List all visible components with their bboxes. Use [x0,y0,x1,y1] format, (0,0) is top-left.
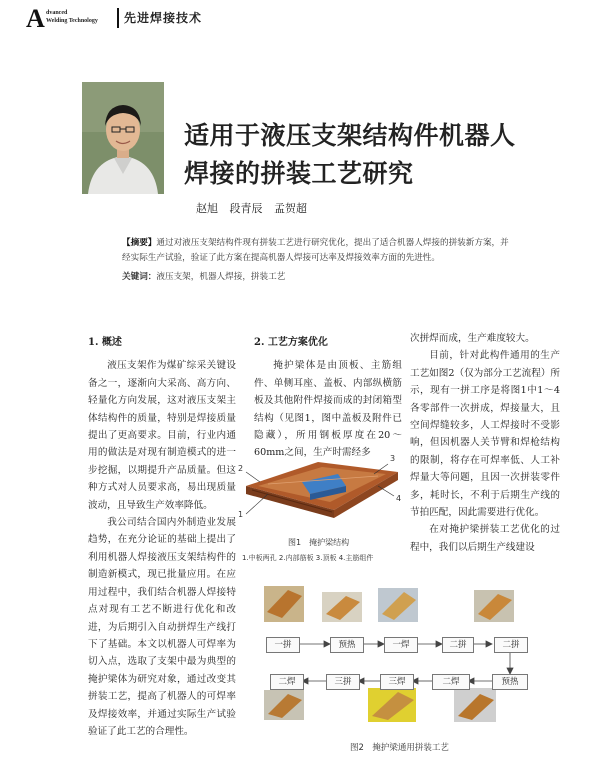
figure-2-flowchart [258,584,558,724]
flow-step-box: 二焊 [270,674,304,690]
figure-2-caption: 图2 掩护梁通用拼装工艺 [350,743,449,753]
figure-1-callout: 1 [238,510,244,519]
author-photo [82,82,164,194]
flow-step-box: 预热 [492,674,528,690]
flow-step-box: 二拼 [494,637,528,653]
journal-logo-text-line2: Welding Technology [46,18,98,24]
section-heading-process: 2. 工艺方案优化 [254,337,328,348]
paragraph: 次拼焊而成，生产难度较大。 [410,333,535,344]
journal-logo-text-line1: dvanced [46,10,68,16]
keywords [122,270,512,282]
column-1 [88,334,236,740]
flow-step-box: 二焊 [432,674,470,690]
paragraph: 目前，针对此构件通用的生产工艺如图2（仅为部分工艺流程）所示，现有一拼工序是将图1中1～4各零部件一次拼成，焊接量大，且空间焊缝较多，人工焊接时不受影响，但因机器人关节臂和焊枪结构的限制，将存在可焊率低、人工补焊量大等问题，且因一次拼装零件多，耗时长，不利于后期生产线的节拍匹配，因此需要进行优化。 [410,350,561,519]
abstract-label: 【摘要】 [122,238,157,248]
flow-step-box: 二拼 [442,637,474,653]
paragraph: 在对掩护梁拼装工艺优化的过程中，我们以后期生产线建设 [410,524,560,553]
abstract-text: 通过对液压支架结构件现有拼装工艺进行研究优化，提出了适合机器人焊接的拼装新方案，并经实际生产试验，验证了此方案在提高机器人焊接可达率及焊接效率方面的先进性。 [122,238,509,263]
paragraph: 我公司结合国内外制造业发展趋势，在充分论证的基础上提出了利用机器人焊接液压支架结构件的制造新模式，现已批量应用。在应用过程中，我们结合机器人焊接特点对现有工艺不断进行优化和改进，为后期引入自动拼焊生产线打下了基础。本文以机器人可焊率为切入点，选取了支架中最为典型的掩护梁体为研究对象，通过改变其拼装工艺，提高了机器人的可焊率及焊接效率，并通过实际生产试验验证了此工艺的合理性。 [88,517,236,737]
paragraph: 掩护梁体是由顶板、主筋组件、单侧耳座、盖板、内部纵横筋板及其他附件焊接而成的封闭箱型结构（见图1，图中盖板及附件已隐藏），所用钢板厚度在20～60mm之间，生产时需经多 [254,360,402,459]
figure-1-callout: 4 [396,494,402,503]
article-authors: 赵旭 段青辰 孟贺超 [196,202,307,215]
column-2 [254,334,402,462]
article-title-line2: 焊接的拼装工艺研究 [184,159,414,188]
abstract [122,236,512,266]
section-heading-overview: 1. 概述 [88,337,122,348]
flow-step-box: 一焊 [384,637,418,653]
keywords-label: 关键词： [122,272,157,282]
flow-step-box: 一拼 [266,637,300,653]
section-title: 先进焊接技术 [124,11,203,25]
flow-step-box: 三拼 [326,674,360,690]
paragraph: 液压支架作为煤矿综采关键设备之一，逐渐向大采高、高方向、轻量化方向发展，这对液压支架主体结构件的质量，特别是焊接质量提出了更高要求。目前，行业内通用的做法是对现有制造模式的进一步挖掘，以期提升产品质量。但这种方式对人员要求高，易出现质量波动，且导致生产效率降低。 [88,360,236,511]
flow-step-box: 三焊 [380,674,414,690]
figure-1-callout: 2 [238,464,244,473]
flow-step-box: 预热 [330,637,364,653]
journal-logo-letter: A [26,4,45,33]
keywords-text: 液压支架，机器人焊接，拼装工艺 [156,272,286,282]
figure-1-legend: 1.中板两孔 2.内部筋板 3.顶板 4.主筋组件 [242,554,374,562]
header-divider [117,8,119,28]
column-3 [410,330,560,556]
figure-1-callout: 3 [390,454,396,463]
article-title-line1: 适用于液压支架结构件机器人 [184,121,516,150]
figure-1-caption: 图1 掩护梁结构 [288,538,350,547]
figure-1-image [238,452,402,524]
